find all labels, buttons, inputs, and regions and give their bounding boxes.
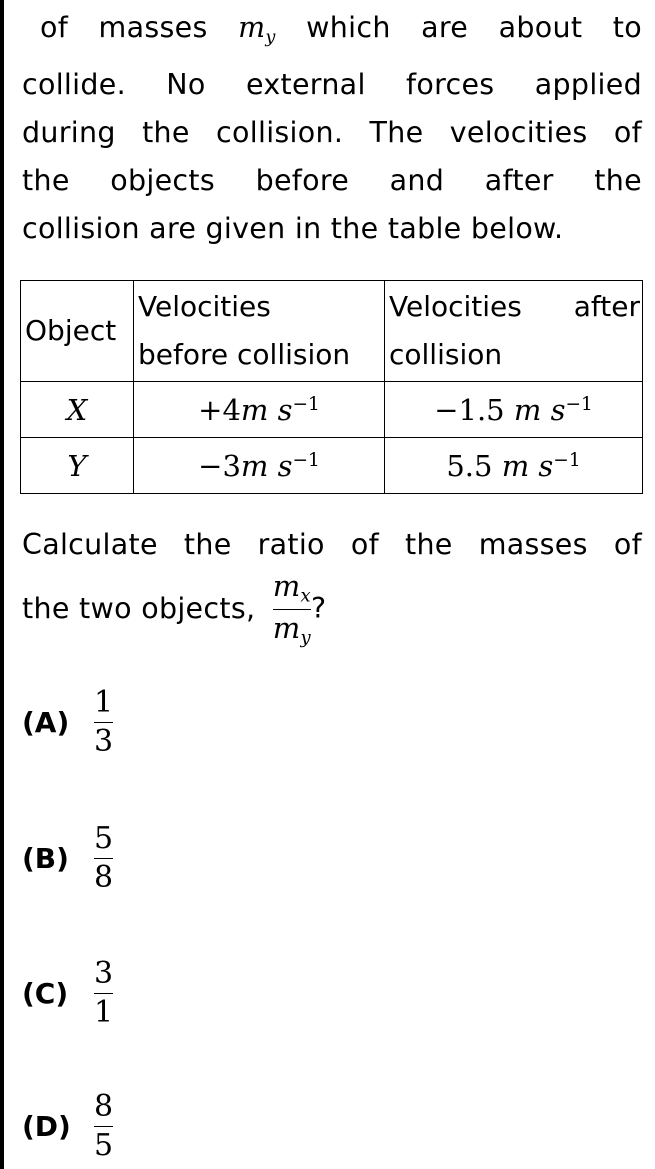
- word: of: [40, 11, 69, 44]
- option-b[interactable]: [22, 816, 113, 900]
- option-c[interactable]: [22, 951, 113, 1035]
- option-a-label: (A): [22, 705, 70, 739]
- question-mark: ?: [310, 591, 327, 625]
- word: velocities: [449, 116, 588, 150]
- word: during: [22, 116, 116, 150]
- word: which: [306, 11, 391, 44]
- object-y: Y: [21, 438, 134, 494]
- velocity-after-y: 5.5 m $s^{-1}$: [385, 438, 643, 494]
- word: are: [421, 11, 469, 44]
- velocity-table: [20, 280, 643, 494]
- object-x: X: [21, 382, 134, 438]
- option-d-fraction: $\frac{8}{5}$: [94, 1089, 114, 1163]
- word: of: [613, 116, 642, 150]
- word: the: [22, 164, 70, 198]
- mass-y-symbol: $m_y$: [238, 11, 276, 48]
- intro-line-2: [22, 61, 642, 109]
- word: masses: [98, 11, 208, 44]
- option-c-label: (C): [22, 976, 69, 1010]
- word: forces: [406, 68, 495, 102]
- word: before: [255, 164, 350, 198]
- word: collision.: [216, 116, 344, 150]
- header-after: Velocities after collision: [385, 281, 643, 382]
- word: the: [142, 116, 190, 150]
- option-d-label: (D): [22, 1109, 71, 1143]
- question: [22, 528, 642, 649]
- velocity-before-x: +4m $s^{-1}$: [134, 382, 385, 438]
- word: applied: [534, 68, 642, 102]
- word: and: [389, 164, 445, 198]
- option-b-label: (B): [22, 841, 69, 875]
- table-header-row: [21, 281, 643, 382]
- word: No: [166, 68, 206, 102]
- intro-paragraph: [22, 4, 642, 253]
- intro-line-4: [22, 157, 642, 205]
- word: the: [594, 164, 642, 198]
- question-line-1: Calculate the ratio of the masses of: [22, 528, 642, 561]
- mass-ratio-fraction: $\frac{m_x}{m_y}$: [272, 569, 311, 649]
- word: The: [369, 116, 424, 150]
- question-line-2: [22, 571, 642, 649]
- option-a-fraction: $\frac{1}{3}$: [94, 685, 114, 759]
- option-d[interactable]: [22, 1084, 113, 1168]
- intro-line-5: [22, 205, 642, 253]
- option-c-fraction: $\frac{3}{1}$: [94, 956, 114, 1030]
- velocity-before-y: −3m $s^{-1}$: [134, 438, 385, 494]
- intro-line-3: [22, 109, 642, 157]
- header-before: Velocities before collision: [134, 281, 385, 382]
- word: to: [612, 11, 642, 44]
- left-border: [0, 0, 4, 1169]
- word: about: [498, 11, 583, 44]
- header-object: Object: [21, 281, 134, 382]
- word: external: [246, 68, 366, 102]
- word: collision are given in the table below.: [22, 212, 564, 246]
- option-a[interactable]: [22, 680, 113, 764]
- word: objects: [110, 164, 216, 198]
- table-row: [21, 438, 643, 494]
- option-b-fraction: $\frac{5}{8}$: [94, 821, 114, 895]
- word: after: [484, 164, 554, 198]
- table-row: [21, 382, 643, 438]
- word: collide.: [22, 68, 126, 102]
- question-text: the two objects,: [22, 591, 256, 625]
- intro-line-1: [22, 4, 642, 61]
- velocity-after-x: −1.5 m $s^{-1}$: [385, 382, 643, 438]
